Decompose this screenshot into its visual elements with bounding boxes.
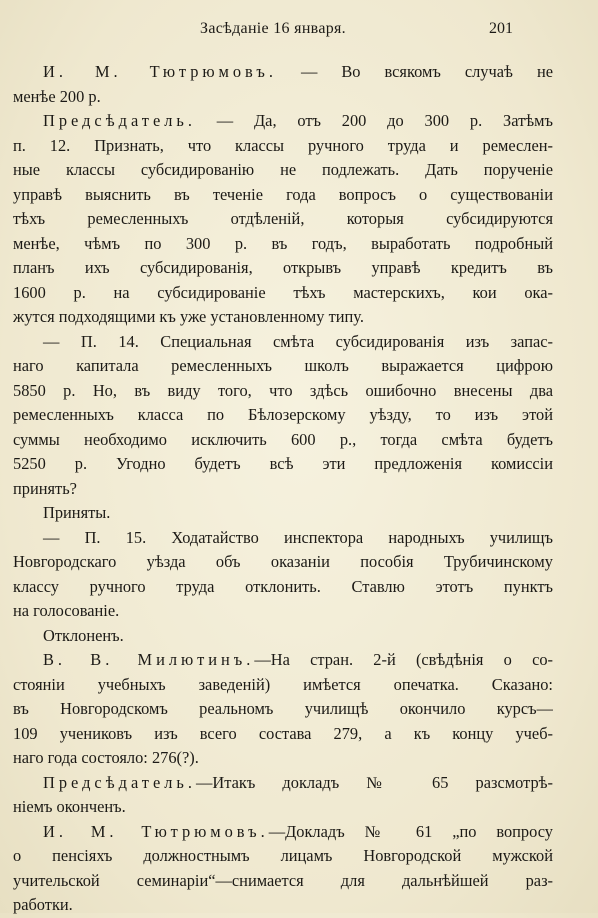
- text-line: тѣхъ ремесленныхъ отдѣленій, которыя субсидируются: [13, 209, 553, 228]
- paragraph-point-15: [13, 526, 553, 624]
- text-line: Отклоненъ.: [43, 625, 124, 645]
- paragraph-chairman-report-65: [13, 771, 553, 820]
- text-line: В. В. Милютинъ.—На стран. 2-й (свѣдѣнія о со-: [43, 650, 553, 669]
- running-head: Засѣданіе 16 января.: [200, 20, 346, 37]
- speaker-name: И. М. Тютрюмовъ.: [43, 62, 277, 81]
- text-line: — П. 15. Ходатайство инспектора народныхъ училищъ: [43, 527, 553, 547]
- paragraph-tyutryumov-remark-1: [13, 60, 553, 109]
- text-line: Предсѣдатель.—Итакъ докладъ № 65 разсмотрѣ-: [43, 772, 553, 792]
- text-line: принять?: [13, 478, 77, 498]
- text-line: наго года состояло: 276(?).: [13, 748, 199, 767]
- text-line: ные классы субсидированію не подлежать. Дать порученіе: [13, 160, 553, 179]
- body-text: [13, 60, 553, 918]
- text-line: работки.: [13, 895, 73, 914]
- page-number: 201: [489, 20, 513, 37]
- text-line: Предсѣдатель. — Да, отъ 200 до 300 р. Затѣмъ: [43, 111, 553, 130]
- text-line: 5850 р. Но, въ виду того, что здѣсь ошибочно внесены два: [13, 380, 553, 400]
- text-line: И. М. Тютрюмовъ. — Во всякомъ случаѣ не: [43, 62, 553, 81]
- text-line: стояніи учебныхъ заведеній) имѣется опечатка. Сказано:: [13, 674, 553, 694]
- text-line: 1600 р. на субсидированіе тѣхъ мастерскихъ, кои ока-: [13, 282, 553, 302]
- text-line: наго капитала ремесленныхъ школъ выражается цифрою: [13, 356, 553, 375]
- text-line: ремесленныхъ класса по Бѣлозерскому уѣзду, то изъ этой: [13, 405, 553, 424]
- text-line: 109 учениковъ изъ всего состава 279, а къ концу учеб-: [13, 723, 553, 743]
- text-line: менѣе, чѣмъ по 300 р. въ годъ, выработать подробный: [13, 233, 553, 253]
- paragraph-tyutryumov-report-61: [13, 820, 553, 918]
- paragraph-rejected: [13, 624, 553, 649]
- paragraph-milyutin-remark: [13, 648, 553, 771]
- speaker-name: И. М. Тютрюмовъ.: [43, 821, 269, 841]
- text-line: п. 12. Признать, что классы ручного труда и ремеслен-: [13, 135, 553, 155]
- paragraph-chairman-point-12: [13, 109, 553, 330]
- text-line: И. М. Тютрюмовъ.—Докладъ № 61 „по вопросу: [43, 821, 553, 841]
- text-line: — П. 14. Специальная смѣта субсидированія изъ запас-: [43, 331, 553, 351]
- text-line: 5250 р. Угодно будетъ всѣ эти предложенія комиссіи: [13, 454, 553, 473]
- text-line: классу ручного труда отклонить. Ставлю этотъ пунктъ: [13, 576, 553, 596]
- text-line: на голосованіе.: [13, 601, 120, 620]
- text-line: въ Новгородскомъ реальномъ училищѣ окончило курсъ—: [13, 699, 553, 718]
- text-line: Приняты.: [43, 503, 111, 522]
- speaker-name: В. В. Милютинъ.: [43, 650, 255, 669]
- speaker-name: Предсѣдатель.: [43, 111, 196, 130]
- page-header: [0, 20, 598, 44]
- text-line: суммы необходимо исключить 600 р., тогда смѣта будетъ: [13, 429, 553, 449]
- text-line: жутся подходящими къ уже установленному типу.: [13, 307, 364, 326]
- text-line: менѣе 200 р.: [13, 86, 101, 106]
- speaker-name: Предсѣдатель.: [43, 772, 196, 792]
- text-line: ніемъ оконченъ.: [13, 797, 126, 816]
- paragraph-point-14: [13, 330, 553, 502]
- text-line: Новгородскаго уѣзда объ оказаніи пособія Трубичинскому: [13, 552, 553, 571]
- text-line: планъ ихъ субсидированія, открывъ управѣ кредитъ въ: [13, 258, 553, 277]
- text-line: учительской семинаріи“—снимается для дальнѣйшей раз-: [13, 870, 553, 890]
- text-line: управѣ выяснить въ теченіе года вопросъ о существованіи: [13, 184, 553, 204]
- paragraph-accepted: [13, 501, 553, 526]
- text-line: о пенсіяхъ должностнымъ лицамъ Новгородской мужской: [13, 846, 553, 865]
